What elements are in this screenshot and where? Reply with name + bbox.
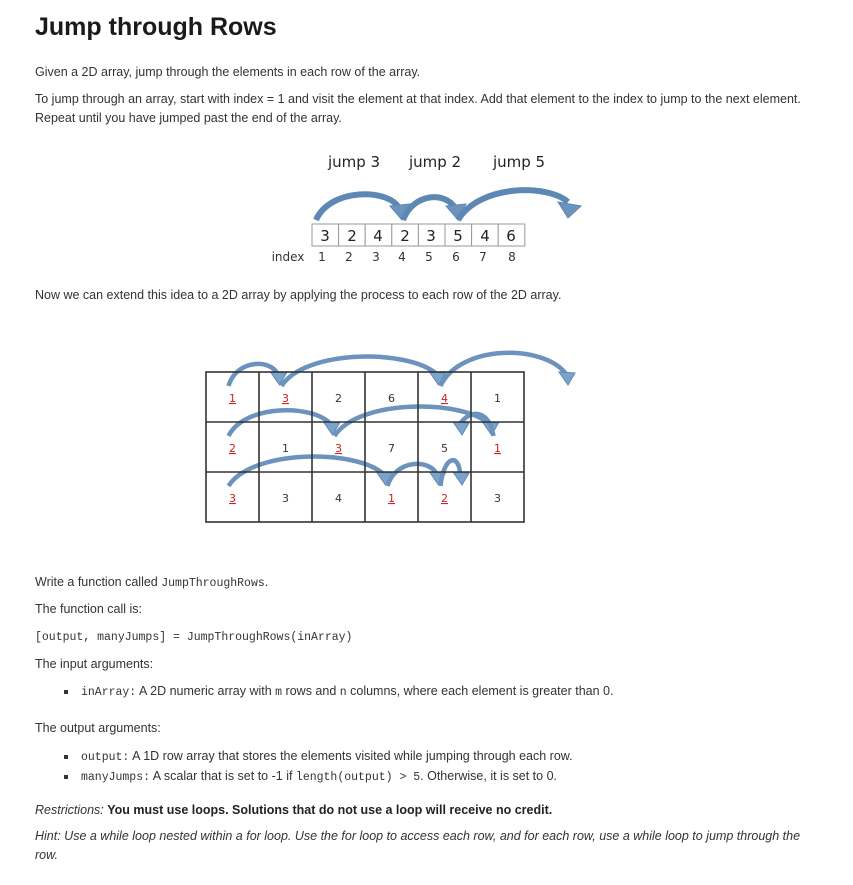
grid-jump-arrow-head	[453, 472, 469, 485]
jump-arrow-head	[558, 202, 581, 218]
grid-cell-value: 2	[441, 492, 448, 505]
array-value: 6	[506, 227, 516, 245]
grid-cell-value: 3	[282, 392, 289, 405]
how-to-text: To jump through an array, start with index = 1 and visit the element at that index. Add that element to the index to jump to the next element. Repeat until you have jumped past the end of the array.	[35, 92, 801, 125]
grid-jump-arrow	[229, 410, 331, 436]
array-value: 5	[453, 227, 463, 245]
index-number: 7	[479, 250, 487, 264]
grid-jump-arrow	[229, 364, 278, 386]
restrictions-text: You must use loops. Solutions that do not use a loop will receive no credit.	[107, 803, 553, 817]
intro-text: Given a 2D array, jump through the elements in each row of the array.	[35, 65, 421, 79]
arg-text: rows and	[282, 684, 340, 698]
jump-arrow	[316, 194, 399, 220]
arg-name: inArray:	[81, 686, 137, 699]
arg-code: m	[275, 686, 283, 699]
call-label: The function call is:	[35, 602, 142, 616]
index-number: 8	[508, 250, 516, 264]
array-value: 4	[480, 227, 490, 245]
grid-cell-value: 4	[441, 392, 448, 405]
output-arg-item	[60, 747, 573, 767]
write-prefix: Write a function called	[35, 575, 162, 589]
restrictions	[35, 801, 552, 820]
grid-2d	[206, 372, 524, 522]
jump-arrow	[458, 190, 568, 220]
jump-diagram-1d	[0, 140, 853, 280]
index-number: 1	[318, 250, 326, 264]
grid-cell-value: 1	[494, 442, 501, 455]
array-value: 2	[400, 227, 410, 245]
index-number: 5	[425, 250, 433, 264]
grid-cell-value: 5	[441, 442, 448, 455]
arg-text: . Otherwise, it is set to 0.	[420, 769, 558, 783]
input-heading: The input arguments:	[35, 657, 154, 671]
grid-cell-value: 2	[229, 442, 236, 455]
output-args-list	[60, 747, 573, 787]
index-number: 6	[452, 250, 460, 264]
output-heading: The output arguments:	[35, 721, 161, 735]
arg-code: n	[339, 686, 347, 699]
restrictions-label: Restrictions:	[35, 803, 104, 817]
grid-jump-arrow-head	[559, 372, 575, 385]
arg-text: A 2D numeric array with	[136, 684, 276, 698]
index-number: 4	[398, 250, 406, 264]
grid-cell-value: 7	[388, 442, 395, 455]
index-label: index	[271, 250, 305, 264]
call-code: [output, manyJumps] = JumpThroughRows(inArray)	[35, 631, 353, 644]
hint-text: Hint: Use a while loop nested within a for loop. Use the for loop to access each row, and for each row, use a while loop to jump through the row.	[35, 829, 801, 862]
grid-cell-value: 3	[282, 492, 289, 505]
arg-text: A 1D row array that stores the elements visited while jumping through each row.	[129, 749, 573, 763]
extend-text: Now we can extend this idea to a 2D array by applying the process to each row of the 2D array.	[35, 288, 562, 302]
input-arg-item	[60, 682, 613, 702]
grid-cell-value: 1	[229, 392, 236, 405]
page-title: Jump through Rows	[35, 13, 277, 41]
write-function-text	[35, 573, 268, 593]
grid-cell-value: 2	[335, 392, 342, 405]
grid-jump-arrow-head	[453, 422, 469, 435]
grid-cell-value: 1	[388, 492, 395, 505]
array-value: 4	[373, 227, 383, 245]
jump-label: jump 2	[408, 153, 462, 171]
output-arg-item	[60, 767, 573, 787]
input-args-list	[60, 682, 613, 702]
grid-cell-value: 4	[335, 492, 342, 505]
index-number: 3	[372, 250, 380, 264]
array-value: 3	[320, 227, 330, 245]
grid-cell-value: 3	[494, 492, 501, 505]
grid-jump-arrow	[388, 464, 437, 486]
arg-name: manyJumps:	[81, 771, 151, 784]
jump-diagram-2d	[0, 340, 853, 540]
jump-arrow	[403, 197, 455, 220]
arg-text: columns, where each element is greater than 0.	[346, 684, 614, 698]
arg-code: length(output) > 5	[295, 771, 421, 784]
write-suffix: .	[264, 575, 269, 589]
jump-label: jump 5	[492, 153, 546, 171]
grid-cell-value: 3	[229, 492, 236, 505]
grid-jump-arrow	[441, 353, 567, 386]
array-value: 2	[347, 227, 357, 245]
grid-cell-value: 1	[282, 442, 289, 455]
arg-text: A scalar that is set to -1 if	[150, 769, 296, 783]
grid-cell-value: 1	[494, 392, 501, 405]
array-1d	[312, 224, 525, 246]
array-value: 3	[426, 227, 436, 245]
grid-cell-value: 6	[388, 392, 395, 405]
arg-name: output:	[81, 751, 130, 764]
function-name: JumpThroughRows	[161, 577, 265, 590]
grid-cell-value: 3	[335, 442, 342, 455]
jump-label: jump 3	[327, 153, 381, 171]
index-number: 2	[345, 250, 353, 264]
